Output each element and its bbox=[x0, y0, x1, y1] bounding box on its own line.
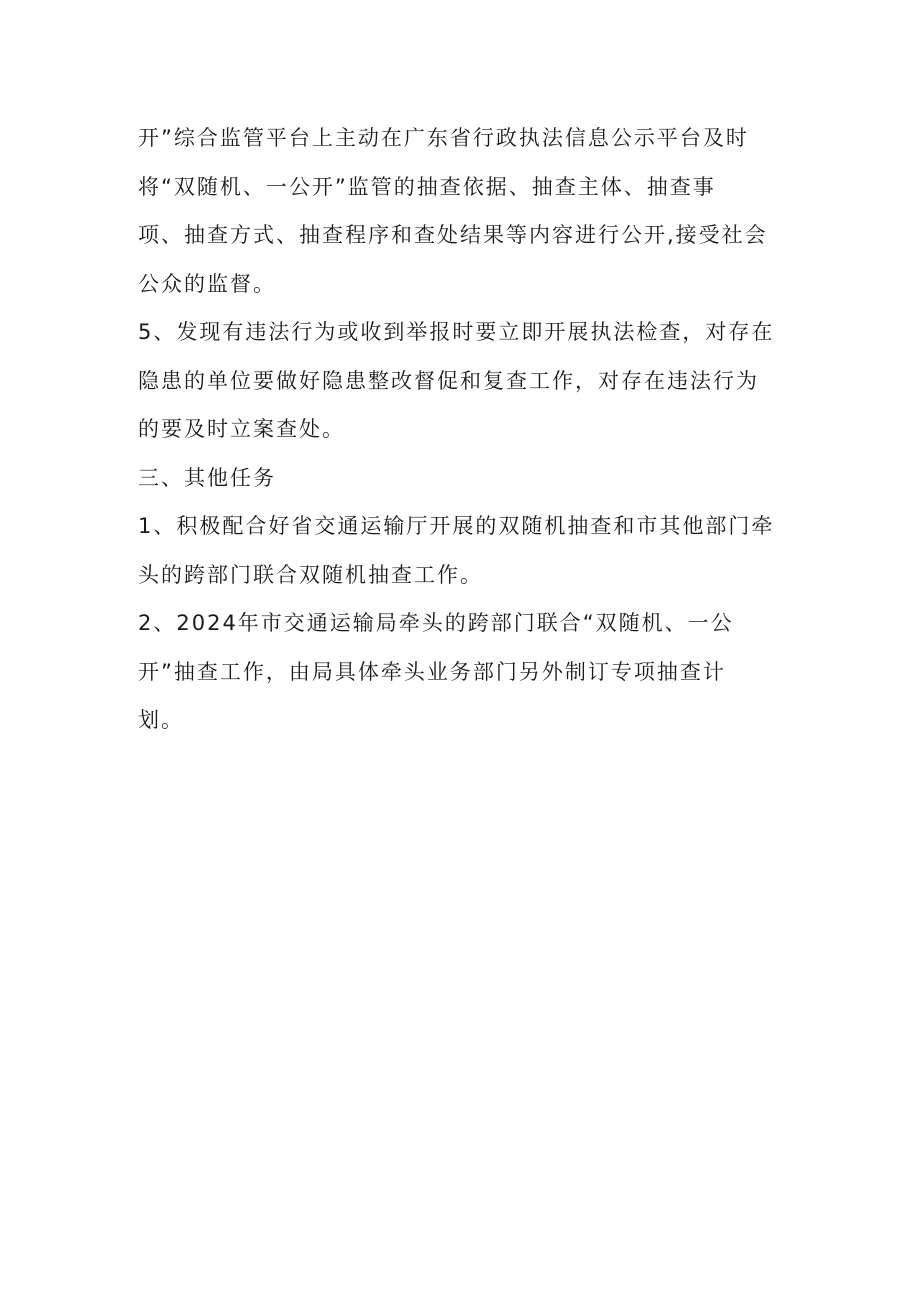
text-line: 公众的监督。 bbox=[138, 271, 276, 296]
text-line: 项、抽查方式、抽查程序和查处结果等内容进行公开,接受社会 bbox=[138, 223, 768, 247]
text-line: 5、发现有违法行为或收到举报时要立即开展执法检查，对存在 bbox=[138, 320, 775, 344]
text-line: 1、积极配合好省交通运输厅开展的双随机抽查和市其他部门牵 bbox=[138, 514, 775, 538]
text-line: 头的跨部门联合双随机抽查工作。 bbox=[138, 562, 483, 587]
text-line: 划。 bbox=[138, 708, 184, 732]
text-line: 的要及时立案查处。 bbox=[138, 417, 345, 441]
section-heading: 三、其他任务 bbox=[138, 465, 276, 490]
text-line: 将“双随机、一公开”监管的抽查依据、抽查主体、抽查事 bbox=[138, 174, 716, 199]
text-line: 隐患的单位要做好隐患整改督促和复查工作，对存在违法行为 bbox=[138, 368, 759, 393]
text-line: 开”综合监管平台上主动在广东省行政执法信息公示平台及时 bbox=[138, 126, 749, 150]
document-body bbox=[138, 114, 788, 745]
text-line: 2、2024年市交通运输局牵头的跨部门联合“双随机、一公 bbox=[138, 611, 734, 635]
text-line: 开”抽查工作，由局具体牵头业务部门另外制订专项抽查计 bbox=[138, 659, 726, 684]
